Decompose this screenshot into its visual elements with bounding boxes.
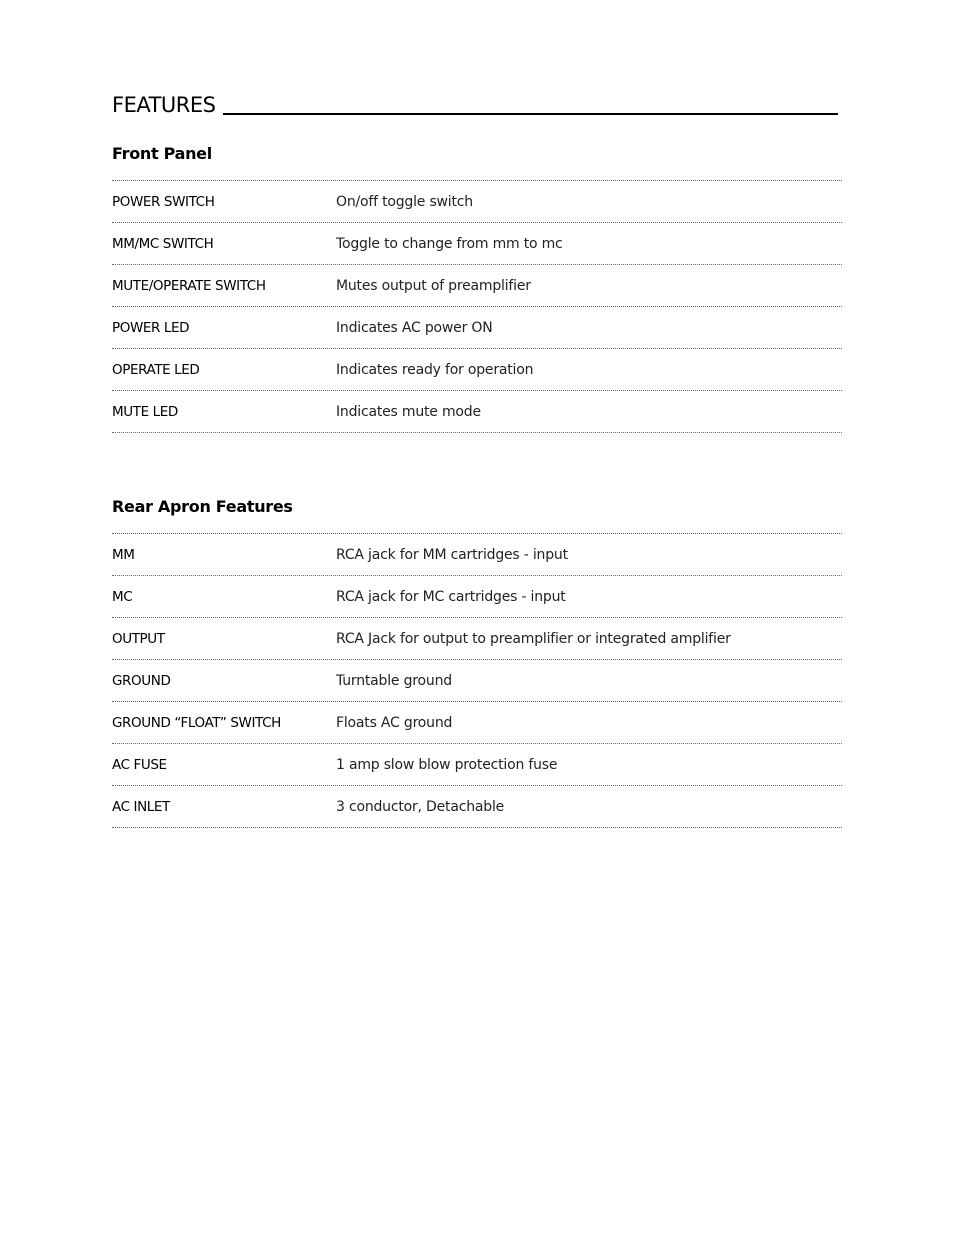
- feature-label: MUTE LED: [112, 403, 178, 420]
- feature-label: OUTPUT: [112, 630, 165, 647]
- table-row: [112, 786, 842, 828]
- rear-apron-heading: Rear Apron Features: [112, 497, 293, 516]
- feature-label: AC FUSE: [112, 756, 167, 773]
- page-title-block: [112, 86, 838, 118]
- feature-description: Indicates mute mode: [336, 403, 481, 420]
- table-row: [112, 702, 842, 744]
- feature-label: MM: [112, 546, 135, 563]
- front-panel-section: [112, 142, 842, 433]
- table-row: [112, 576, 842, 618]
- feature-label: MM/MC SWITCH: [112, 235, 214, 252]
- feature-label: GROUND: [112, 672, 171, 689]
- feature-description: 3 conductor, Detachable: [336, 798, 505, 815]
- feature-description: RCA jack for MM cartridges - input: [336, 546, 568, 563]
- feature-description: Mutes output of preamplifier: [336, 277, 531, 294]
- table-row: [112, 391, 842, 433]
- table-row: [112, 618, 842, 660]
- feature-description: RCA jack for MC cartridges - input: [336, 588, 566, 605]
- table-row: [112, 660, 842, 702]
- page-title: FEATURES: [112, 93, 216, 117]
- feature-description: Toggle to change from mm to mc: [336, 235, 563, 252]
- title-underline-rule: [223, 113, 838, 115]
- table-row: [112, 181, 842, 223]
- table-row: [112, 265, 842, 307]
- front-panel-table: [112, 180, 842, 433]
- feature-label: MC: [112, 588, 133, 605]
- feature-description: Turntable ground: [336, 672, 452, 689]
- feature-description: Floats AC ground: [336, 714, 453, 731]
- feature-description: Indicates ready for operation: [336, 361, 534, 378]
- feature-label: OPERATE LED: [112, 361, 200, 378]
- feature-description: Indicates AC power ON: [336, 319, 493, 336]
- rear-apron-section: [112, 495, 842, 828]
- feature-label: MUTE/OPERATE SWITCH: [112, 277, 266, 294]
- feature-description: 1 amp slow blow protection fuse: [336, 756, 558, 773]
- feature-label: POWER LED: [112, 319, 190, 336]
- rear-apron-table: [112, 533, 842, 828]
- table-row: [112, 534, 842, 576]
- feature-description: On/off toggle switch: [336, 193, 473, 210]
- table-row: [112, 223, 842, 265]
- feature-description: RCA Jack for output to preamplifier or integrated amplifier: [336, 630, 731, 647]
- feature-label: POWER SWITCH: [112, 193, 215, 210]
- feature-label: AC INLET: [112, 798, 170, 815]
- table-row: [112, 349, 842, 391]
- feature-label: GROUND “FLOAT” SWITCH: [112, 714, 281, 731]
- front-panel-heading: Front Panel: [112, 144, 212, 163]
- table-row: [112, 744, 842, 786]
- table-row: [112, 307, 842, 349]
